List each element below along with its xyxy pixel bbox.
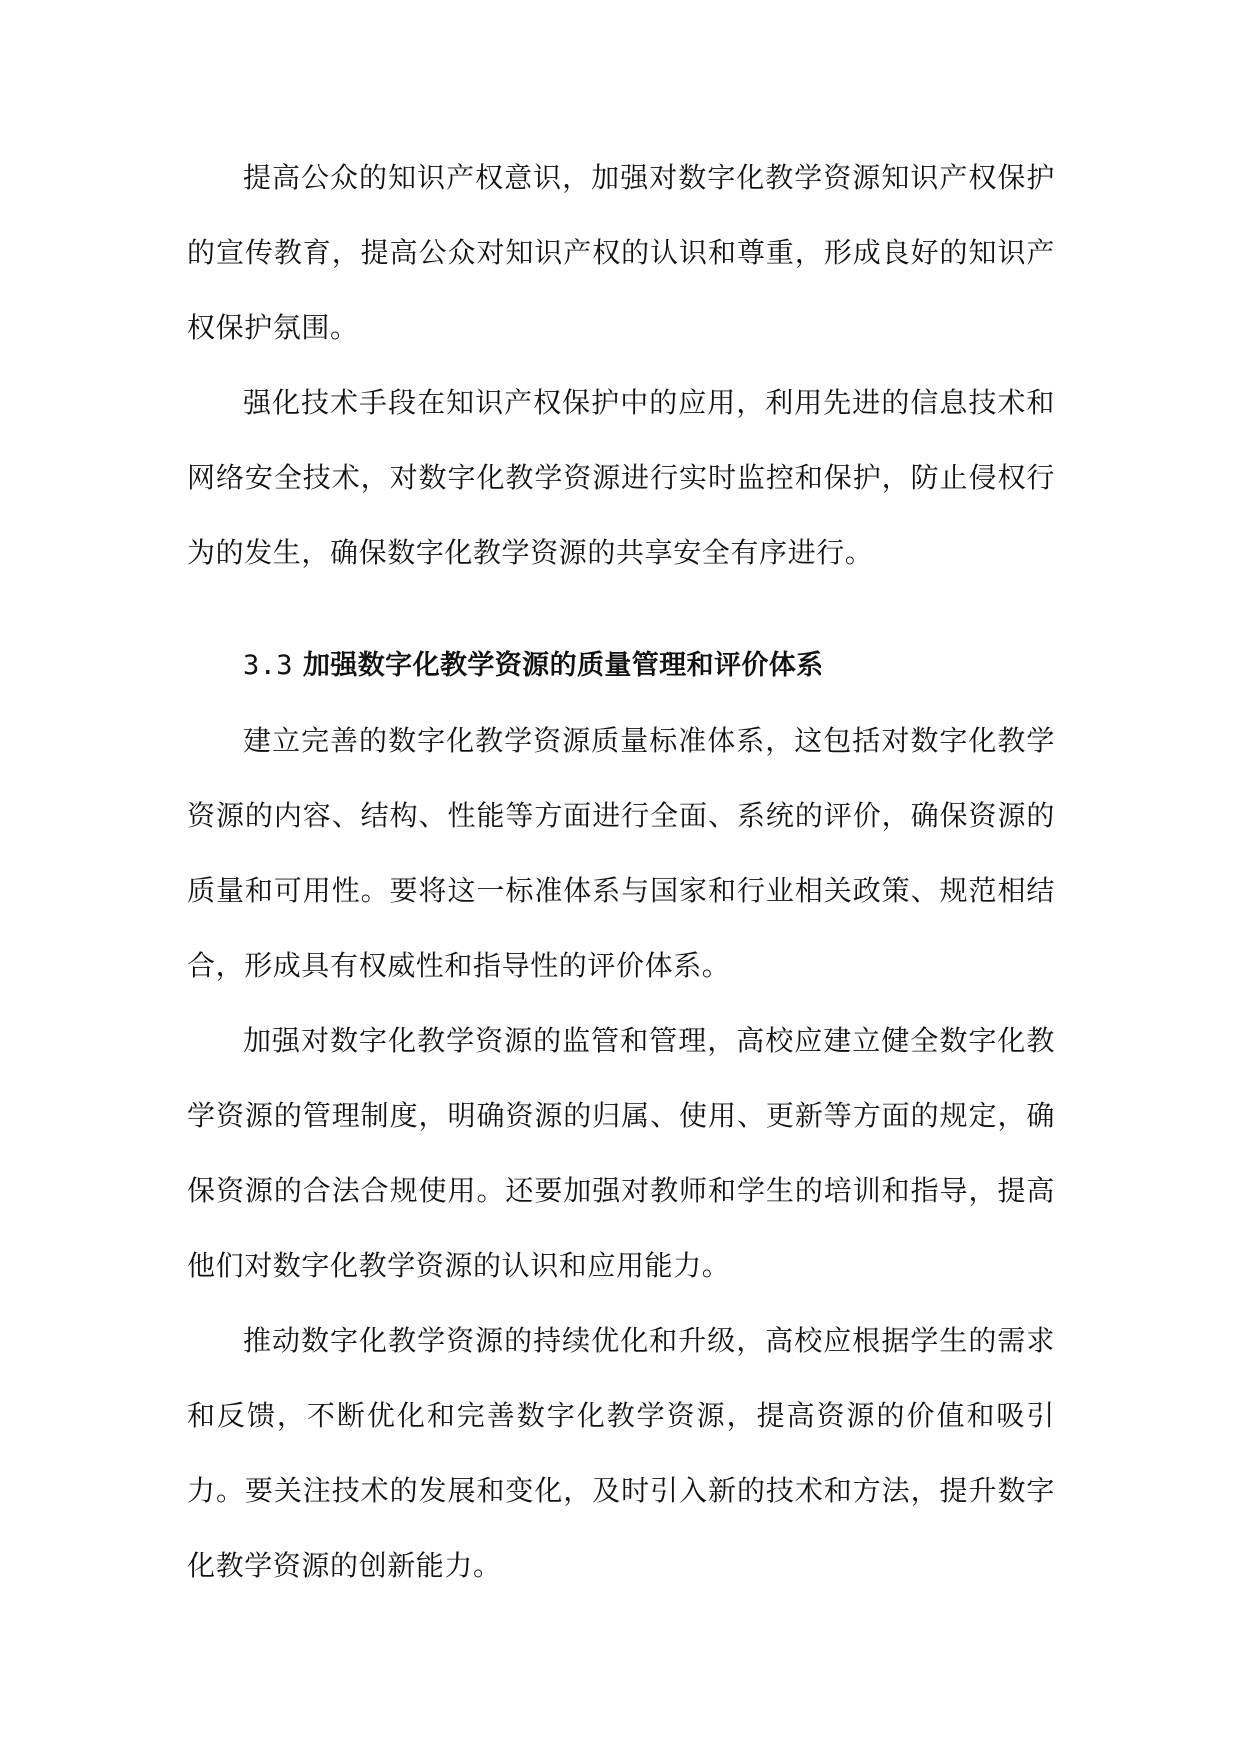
document-body: [187, 140, 1055, 1603]
paragraph-quality-standards: 建立完善的数字化教学资源质量标准体系，这包括对数字化教学资源的内容、结构、性能等方面进行全面、系统的评价，确保资源的质量和可用性。要将这一标准体系与国家和行业相关政策、规范相结合，形成具有权威性和指导性的评价体系。: [187, 724, 1055, 982]
section-title: 加强数字化教学资源的质量管理和评价体系: [302, 650, 824, 681]
paragraph-supervision: 加强对数字化教学资源的监管和管理，高校应建立健全数字化教学资源的管理制度，明确资源的归属、使用、更新等方面的规定，确保资源的合法合规使用。还要加强对教师和学生的培训和指导，提高他们对数字化教学资源的认识和应用能力。: [187, 1024, 1055, 1282]
section-heading: [187, 628, 1055, 703]
paragraph-ip-awareness: 提高公众的知识产权意识，加强对数字化教学资源知识产权保护的宣传教育，提高公众对知识产权的认识和尊重，形成良好的知识产权保护氛围。: [187, 161, 1055, 344]
paragraph-tech-protection: 强化技术手段在知识产权保护中的应用，利用先进的信息技术和网络安全技术，对数字化教学资源进行实时监控和保护，防止侵权行为的发生，确保数字化教学资源的共享安全有序进行。: [187, 386, 1055, 569]
paragraph-optimization: 推动数字化教学资源的持续优化和升级，高校应根据学生的需求和反馈，不断优化和完善数字化教学资源，提高资源的价值和吸引力。要关注技术的发展和变化，及时引入新的技术和方法，提升数字化教学资源的创新能力。: [187, 1324, 1055, 1582]
section-number: 3.3: [243, 650, 293, 681]
